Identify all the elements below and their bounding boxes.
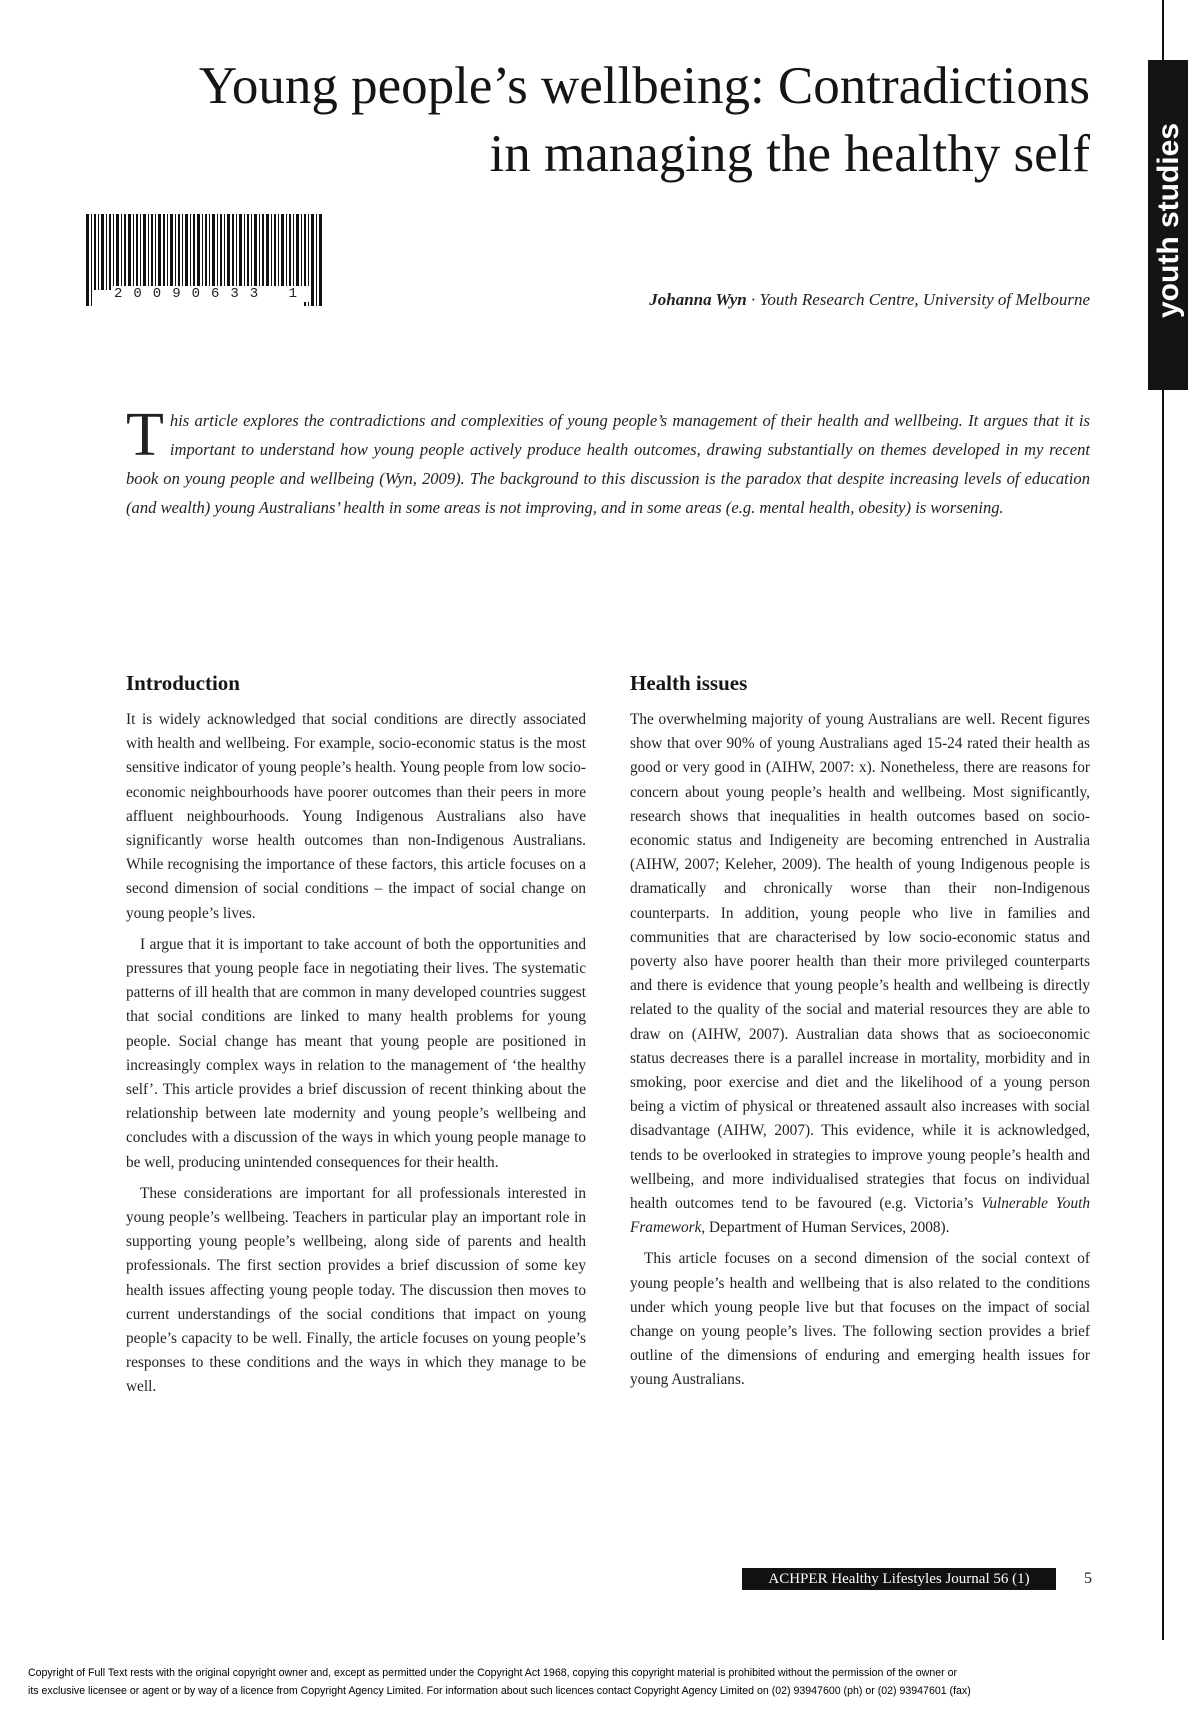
introduction-paragraph-3: These considerations are important for all professionals interested in young people’s wellbeing. Teachers in particular play an important role in supporting young people’s wellbeing, along side of parents and health professionals. The first section provides a brief discussion of some key health issues affecting young people today. The discussion then moves to current understandings of the social conditions that impact on young people’s capacity to be well. Finally, the article focuses on young people’s responses to these conditions and the ways in which they manage to be well. — [126, 1184, 586, 1396]
health-issues-p1-emphasis: Vulnerable Youth Framework — [630, 1195, 1090, 1237]
introduction-section — [126, 670, 586, 1407]
health-issues-heading: Health issues — [630, 671, 748, 695]
page-number: 5 — [1084, 1570, 1092, 1587]
health-issues-section — [630, 670, 1090, 1400]
byline — [649, 290, 1090, 310]
byline-separator: · — [746, 290, 760, 309]
introduction-heading: Introduction — [126, 671, 240, 695]
introduction-paragraph-2: I argue that it is important to take account of both the opportunities and pressures that young people face in negotiating their lives. The systematic patterns of ill health that are common in many developed countries suggest that social conditions are linked to many health problems for young people. Social change has meant that young people are positioned in increasingly complex ways in relation to the management of ‘the healthy self’. This article provides a brief discussion of recent thinking about the relationship between late modernity and young people’s wellbeing and concludes with a discussion of the ways in which young people manage to be well, producing unintended consequences for their health. — [126, 935, 586, 1171]
section-tab-label: youth studies — [1152, 122, 1185, 318]
barcode-number: 20090633 1 — [114, 286, 309, 302]
author-name: Johanna Wyn — [649, 290, 747, 309]
health-issues-p1-text: The overwhelming majority of young Australians are well. Recent figures show that over 90% of young Australians aged 15-24 rated their health as good or very good in (AIHW, 2007: x). Nonetheless, there are reasons for concern about young people’s health and wellbeing. Most significantly, research shows that inequalities in health outcomes based on socio-economic status and Indigeneity are becoming entrenched in Australia (AIHW, 2007; Keleher, 2009). The health of young Indigenous people is dramatically and chronically worse than their non-Indigenous counterparts. In addition, young people who live in families and communities that are characterised by low socio-economic status and poverty also have poorer health than their more privileged counterparts and there is evidence that young people’s health and wellbeing is directly related to the quality of the social and material resources they are able to draw on (AIHW, 2007). Australian data shows that as socioeconomic status decreases there is a parallel increase in mortality, morbidity and in smoking, poor exercise and diet and the likelihood of a young person being a victim of physical or threatened assault also increases with social disadvantage (AIHW, 2007). This evidence, while it is acknowledged, tends to be overlooked in strategies to improve young people’s health and wellbeing, and more individualised strategies that focus on individual health outcomes tend to be favoured (e.g. Victoria’s — [630, 711, 1090, 1213]
title-line-1: Young people’s wellbeing: Contradictions — [198, 57, 1090, 115]
copyright-notice — [28, 1664, 1178, 1700]
abstract — [126, 401, 1090, 522]
health-issues-paragraph-2: This article focuses on a second dimension of the social context of young people’s health and wellbeing that is also related to the conditions under which young people live but that focuses on the impact of social change on young people’s lives. The following section provides a brief outline of the dimensions of enduring and emerging health issues for young Australians. — [630, 1250, 1090, 1389]
health-issues-paragraph-1 — [630, 708, 1090, 1240]
copyright-line-2: its exclusive licensee or agent or by way of a licence from Copyright Agency Limited. For information about such licences contact Copyright Agency Limited on (02) 93947600 (ph) or (02) 93947601 (fax) — [28, 1685, 971, 1697]
journal-footer-label: ACHPER Healthy Lifestyles Journal 56 (1) — [742, 1568, 1056, 1590]
abstract-text: his article explores the contradictions and complexities of young people’s management of their health and wellbeing. It argues that it is important to understand how young people actively produce health outcomes, drawing substantially on themes developed in my recent book on young people and wellbeing (Wyn, 2009). The background to this discussion is the paradox that despite increasing levels of education (and wealth) young Australians’ health in some areas is not improving, and in some areas (e.g. mental health, obesity) is worsening. — [126, 411, 1090, 517]
health-issues-p1-tail: , Department of Human Services, 2008). — [701, 1219, 950, 1237]
title-line-2: in managing the healthy self — [489, 125, 1090, 183]
introduction-paragraph-1: It is widely acknowledged that social conditions are directly associated with health and wellbeing. For example, socio-economic status is the most sensitive indicator of young people’s health. Young people from low socio-economic neighbourhoods have poorer outcomes than their peers in more affluent neighbourhoods. Young Indigenous Australians also have significantly worse health outcomes than non-Indigenous Australians. While recognising the importance of these factors, this article focuses on a second dimension of social conditions – the impact of social change on young people’s lives. — [126, 711, 586, 922]
side-strip — [1140, 0, 1200, 1710]
page-title — [90, 52, 1090, 188]
author-affiliation: Youth Research Centre, University of Melbourne — [759, 290, 1090, 309]
abstract-dropcap: T — [126, 401, 164, 469]
copyright-line-1: Copyright of Full Text rests with the original copyright owner and, except as permitted under the Copyright Act 1968, copying this copyright material is prohibited without the permission of the owner or — [28, 1667, 958, 1679]
